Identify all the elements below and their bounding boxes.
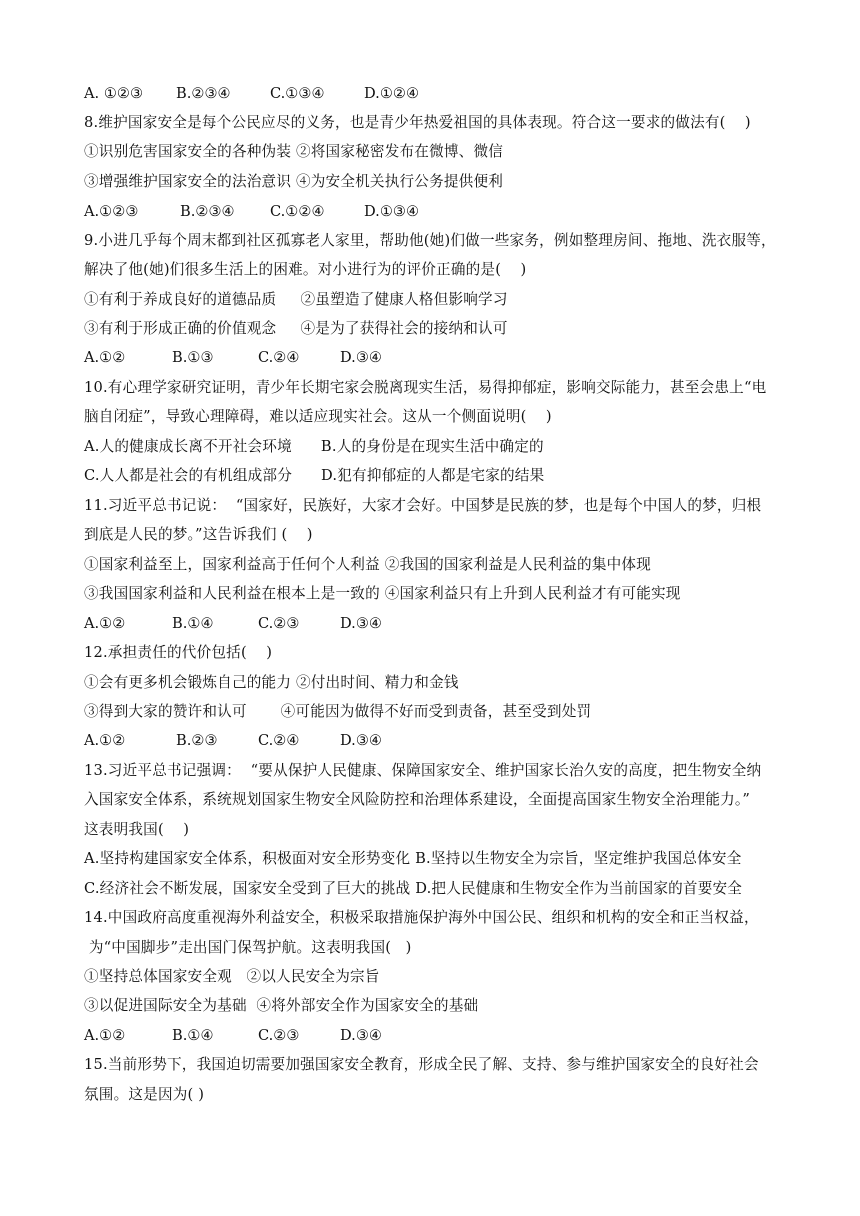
q12-choice-3-4: ③得到大家的赞许和认可 ④可能因为做得不好而受到责备，甚至受到处罚 <box>84 703 592 720</box>
q11-choice-1-2: ①国家利益至上，国家利益高于任何个人利益 ②我国的国家利益是人民利益的集中体现 <box>84 556 652 573</box>
option-b: B.②③④ <box>180 203 235 220</box>
q11-stem-line-1: 11.习近平总书记说： “国家好，民族好，大家才会好。中国梦是民族的梦，也是每个中国人的梦，归根 <box>84 497 762 514</box>
option-a: A.①② <box>84 349 126 366</box>
option-a: A. ①②③ <box>84 85 144 102</box>
option-a: A.①② <box>84 1027 126 1044</box>
q13-stem-line-1: 13.习近平总书记强调： “要从保护人民健康、保障国家安全、维护国家长治久安的高度，把生物安全纳 <box>84 762 762 779</box>
option-d: D.①③④ <box>364 203 420 220</box>
option-c: C.②④ <box>258 349 300 366</box>
q10-options-a-b: A.人的健康成长离不开社会环境 B.人的身份是在现实生活中确定的 <box>84 438 544 455</box>
option-d: D.③④ <box>340 732 382 749</box>
option-a: A.①② <box>84 732 126 749</box>
q8-choice-3-4: ③增强维护国家安全的法治意识 ④为安全机关执行公务提供便利 <box>84 173 504 190</box>
option-d: D.①②④ <box>364 85 420 102</box>
q13-options-c-d: C.经济社会不断发展，国家安全受到了巨大的挑战 D.把人民健康和生物安全作为当前国家的首要安全 <box>84 880 743 897</box>
option-d: D.③④ <box>340 615 382 632</box>
q13-stem-line-3: 这表明我国( ) <box>84 821 190 838</box>
q11-stem-line-2: 到底是人民的梦。”这告诉我们 ( ) <box>84 526 313 543</box>
q9-stem-line-1: 9.小进几乎每个周末都到社区孤寡老人家里，帮助他(她)们做一些家务，例如整理房间、拖地、洗衣服等， <box>84 232 776 249</box>
option-c: C.②④ <box>258 732 300 749</box>
option-c: C.②③ <box>258 615 300 632</box>
option-a: A.①② <box>84 615 126 632</box>
q10-stem-line-1: 10.有心理学家研究证明，青少年长期宅家会脱离现实生活，易得抑郁症，影响交际能力，甚至会患上“电 <box>84 379 767 396</box>
q10-options-c-d: C.人人都是社会的有机组成部分 D.犯有抑郁症的人都是宅家的结果 <box>84 467 545 484</box>
q12-stem: 12.承担责任的代价包括( ) <box>84 644 273 661</box>
q12-choice-1-2: ①会有更多机会锻炼自己的能力 ②付出时间、精力和金钱 <box>84 674 459 691</box>
q13-options-a-b: A.坚持构建国家安全体系，积极面对安全形势变化 B.坚持以生物安全为宗旨，坚定维护我国总体安全 <box>84 850 742 867</box>
q14-choice-1-2: ①坚持总体国家安全观 ②以人民安全为宗旨 <box>84 968 380 985</box>
q14-stem-line-2: 为“中国脚步”走出国门保驾护航。这表明我国( ) <box>84 939 412 956</box>
option-d: D.③④ <box>340 349 382 366</box>
option-c: C.②③ <box>258 1027 300 1044</box>
q8-choice-1-2: ①识别危害国家安全的各种伪装 ②将国家秘密发布在微博、微信 <box>84 143 504 160</box>
option-d: D.③④ <box>340 1027 382 1044</box>
q9-choice-1-2: ①有利于养成良好的道德品质 ②虽塑造了健康人格但影响学习 <box>84 291 508 308</box>
q14-stem-line-1: 14.中国政府高度重视海外利益安全，积极采取措施保护海外中国公民、组织和机构的安全和正当权益， <box>84 909 759 926</box>
option-b: B.①③ <box>172 349 214 366</box>
q10-stem-line-2: 脑自闭症”，导致心理障碍，难以适应现实社会。这从一个侧面说明( ) <box>84 408 552 425</box>
q14-choice-3-4: ③以促进国际安全为基础 ④将外部安全作为国家安全的基础 <box>84 997 479 1014</box>
option-b: B.①④ <box>172 615 214 632</box>
q15-stem-line-2: 氛围。这是因为( ) <box>84 1086 205 1103</box>
option-b: B.②③ <box>176 732 218 749</box>
q11-choice-3-4: ③我国国家利益和人民利益在根本上是一致的 ④国家利益只有上升到人民利益才有可能实现 <box>84 585 681 602</box>
option-c: C.①②④ <box>270 203 325 220</box>
q9-stem-line-2: 解决了他(她)们很多生活上的困难。对小进行为的评价正确的是( ) <box>84 261 527 278</box>
option-a: A.①②③ <box>84 203 139 220</box>
q9-choice-3-4: ③有利于形成正确的价值观念 ④是为了获得社会的接纳和认可 <box>84 320 508 337</box>
option-c: C.①③④ <box>270 85 325 102</box>
q13-stem-line-2: 入国家安全体系，系统规划国家生物安全风险防控和治理体系建设，全面提高国家生物安全治理能力。” <box>84 791 751 808</box>
option-b: B.①④ <box>172 1027 214 1044</box>
option-b: B.②③④ <box>176 85 231 102</box>
q8-stem: 8.维护国家安全是每个公民应尽的义务，也是青少年热爱祖国的具体表现。符合这一要求的做法有( ) <box>84 114 751 131</box>
q15-stem-line-1: 15.当前形势下，我国迫切需要加强国家安全教育，形成全民了解、支持、参与维护国家安全的良好社会 <box>84 1056 759 1073</box>
